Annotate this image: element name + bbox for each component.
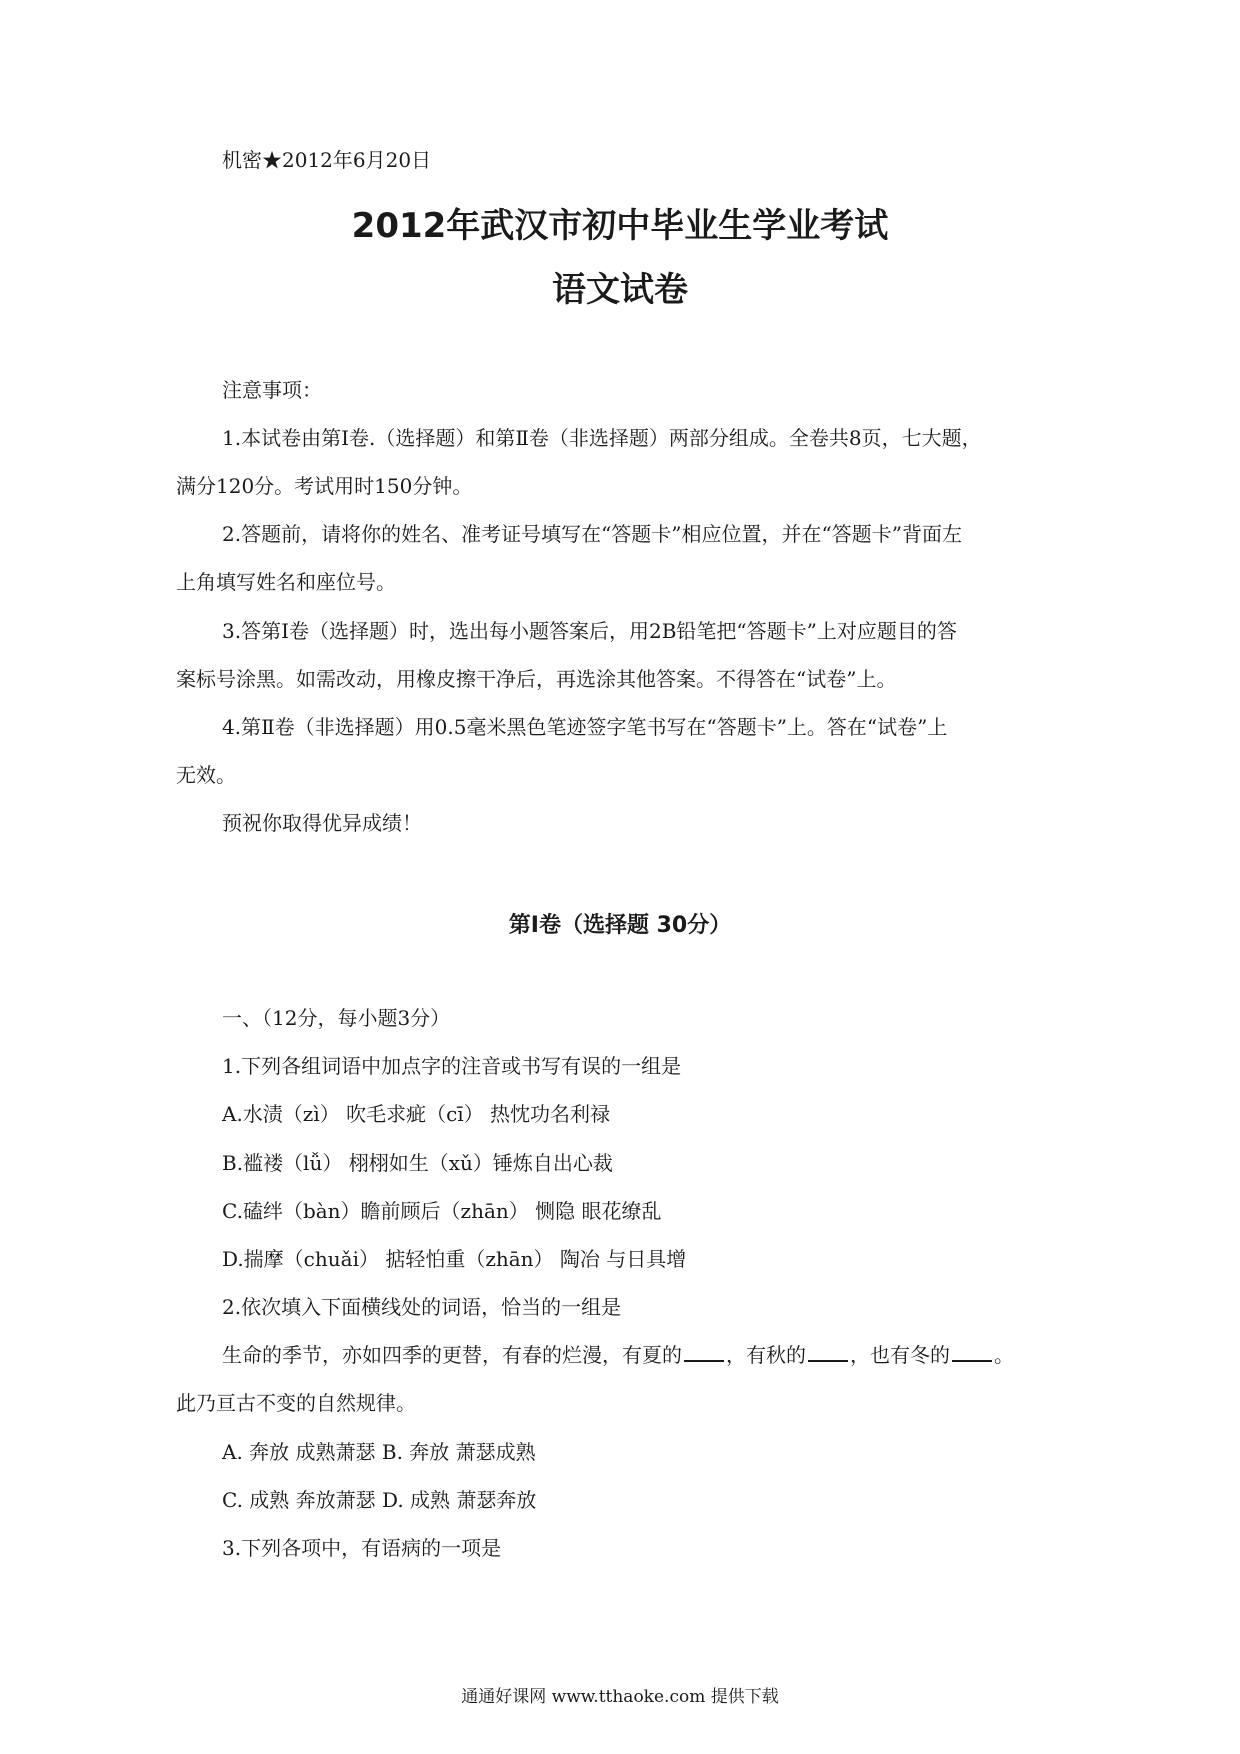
page-footer: 通通好课网 www.tthaoke.com 提供下载 xyxy=(461,1687,779,1707)
fill-blank-3 xyxy=(952,1342,992,1362)
notice-item-2: 2.答题前，请将你的姓名、准考证号填写在“答题卡”相应位置，并在“答题卡”背面左 xyxy=(222,522,962,546)
question-2-options-ab: A. 奔放 成熟萧瑟 B. 奔放 萧瑟成熟 xyxy=(222,1440,536,1464)
part-heading: 一、（12分，每小题3分） xyxy=(222,1006,451,1030)
question-2-passage-cont: 此乃亘古不变的自然规律。 xyxy=(176,1391,416,1415)
question-1-option-d: D.揣摩（chuǎi） 掂轻怕重（zhān） 陶冶 与日具增 xyxy=(222,1247,687,1271)
question-2-stem: 2.依次填入下面横线处的词语，恰当的一组是 xyxy=(222,1295,622,1319)
question-3-stem: 3.下列各项中，有语病的一项是 xyxy=(222,1536,502,1560)
passage-part-1: 生命的季节，亦如四季的更替，有春的烂漫，有夏的 xyxy=(222,1343,682,1367)
question-1-option-c: C.磕绊（bàn）瞻前顾后（zhān） 恻隐 眼花缭乱 xyxy=(222,1199,662,1223)
question-1-option-a: A.水渍（zì） 吹毛求疵（cī） 热忱功名利禄 xyxy=(222,1102,611,1126)
notice-item-3: 3.答第Ⅰ卷（选择题）时，选出每小题答案后，用2B铅笔把“答题卡”上对应题目的答 xyxy=(222,619,957,643)
notice-item-4-cont: 无效。 xyxy=(176,763,236,787)
notice-item-3-cont: 案标号涂黑。如需改动，用橡皮擦干净后，再选涂其他答案。不得答在“试卷”上。 xyxy=(176,667,897,691)
passage-part-2: ，有秋的 xyxy=(726,1343,806,1367)
notice-heading: 注意事项： xyxy=(222,378,322,402)
question-2-options-cd: C. 成熟 奔放萧瑟 D. 成熟 萧瑟奔放 xyxy=(222,1488,537,1512)
notice-wish: 预祝你取得优异成绩！ xyxy=(222,811,422,835)
question-2-passage xyxy=(222,1341,1014,1369)
notice-item-1-cont: 满分120分。考试用时150分钟。 xyxy=(176,474,473,498)
confidential-date: 机密★2012年6月20日 xyxy=(222,148,432,172)
section-title: 第Ⅰ卷（选择题 30分） xyxy=(508,913,732,938)
question-1-option-b: B.褴褛（lǚ） 栩栩如生（xǔ）锤炼自出心裁 xyxy=(222,1151,613,1175)
fill-blank-2 xyxy=(808,1342,848,1362)
exam-subtitle: 语文试卷 xyxy=(552,270,688,310)
notice-item-1: 1.本试卷由第Ⅰ卷.（选择题）和第Ⅱ卷（非选择题）两部分组成。全卷共8页，七大题， xyxy=(222,426,982,450)
passage-part-3: ，也有冬的 xyxy=(850,1343,950,1367)
passage-part-4: 。 xyxy=(994,1343,1014,1367)
notice-item-4: 4.第Ⅱ卷（非选择题）用0.5毫米黑色笔迹签字笔书写在“答题卡”上。答在“试卷”上 xyxy=(222,715,948,739)
fill-blank-1 xyxy=(684,1342,724,1362)
notice-item-2-cont: 上角填写姓名和座位号。 xyxy=(176,570,396,594)
exam-title: 2012年武汉市初中毕业生学业考试 xyxy=(351,206,889,246)
question-1-stem: 1.下列各组词语中加点字的注音或书写有误的一组是 xyxy=(222,1054,682,1078)
